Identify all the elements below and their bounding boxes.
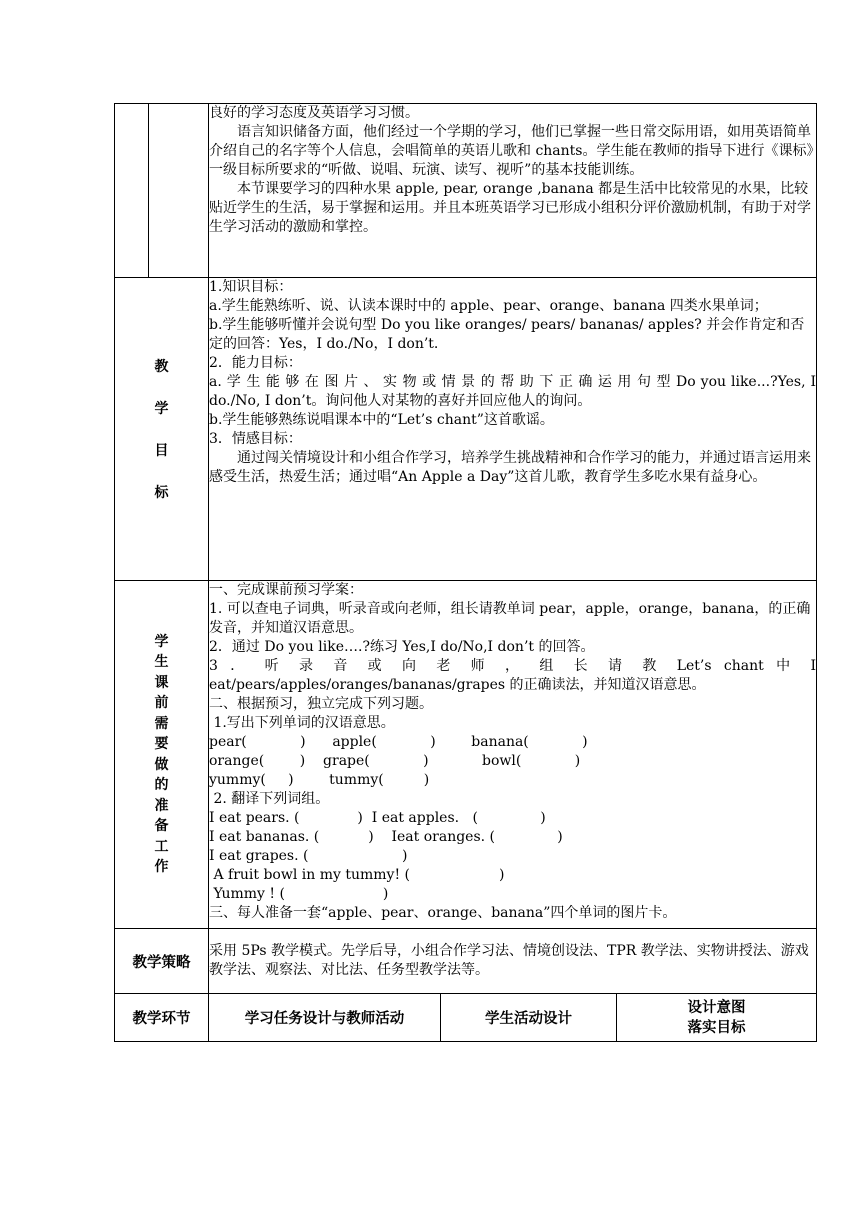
exercise-1-row: orange( ) grape( ) bowl( ) — [209, 753, 581, 769]
prep-row — [115, 581, 817, 929]
column-header-row — [115, 994, 817, 1042]
lesson-plan-table — [114, 103, 817, 1042]
goals-content — [209, 278, 817, 581]
prep-label-char: 备 — [154, 818, 169, 834]
exercise-2-title: 2. 翻译下列词组。 — [209, 791, 330, 807]
exercise-2-row: I eat pears. ( ) I eat apples. ( ) — [209, 810, 546, 826]
prep-label-char: 课 — [154, 674, 169, 691]
prep-label-char: 学 — [154, 633, 169, 650]
prep-label-char: 作 — [154, 859, 169, 875]
exercise-2-row: Yummy ! ( ) — [209, 886, 389, 902]
prep-section-1-title: 一、完成课前预习学案： — [209, 582, 363, 598]
knowledge-goal-a: a.学生能熟练听、说、认读本课时中的 apple、pear、orange、banana 四类水果单词； — [209, 298, 768, 314]
prep-label — [115, 581, 209, 929]
goals-label-char: 目 — [154, 443, 169, 459]
prep-item-3: 3 ． 听 录 音 或 向 老 师 ， 组 长 请 教 Let’s chant 中 I eat/pears/apples/oranges/bananas/grapes 的正确读法，并知道汉语意思。 — [209, 658, 817, 693]
ability-goal-b: b.学生能够熟练说唱课本中的“Let’s chant”这首歌谣。 — [209, 412, 554, 428]
exercise-2-row: A fruit bowl in my tummy! ( ) — [209, 867, 505, 883]
analysis-line-2: 语言知识储备方面，他们经过一个学期的学习，他们已掌握一些日常交际用语，如用英语简单介绍自己的名字等个人信息，会唱简单的英语儿歌和 chants。学生能在教师的指导下进行《课标》一级目标所要求的“听做、说唱、玩演、读写、视听”的基本技能训练。 — [209, 124, 814, 178]
emotion-goal-text: 通过闯关情境设计和小组合作学习，培养学生挑战精神和合作学习的能力，并通过语言运用来感受生活，热爱生活；通过唱“An Apple a Day”这首儿歌，教育学生多吃水果有益身心。 — [209, 450, 811, 485]
goals-label-char: 标 — [154, 485, 169, 501]
header-design-intent — [617, 994, 817, 1042]
prep-label-char: 前 — [154, 695, 169, 711]
prep-label-char: 的 — [154, 777, 169, 793]
exercise-1-row: pear( ) apple( ) banana( ) — [209, 734, 588, 750]
prep-section-2-title: 二、根据预习，独立完成下列习题。 — [209, 696, 433, 712]
strategy-text: 采用 5Ps 教学模式。先学后导，小组合作学习法、情境创设法、TPR 教学法、实物讲授法、游戏教学法、观察法、对比法、任务型教学法等。 — [209, 929, 817, 994]
exercise-1-row: yummy( ) tummy( ) — [209, 772, 430, 788]
strategy-label: 教学策略 — [115, 929, 209, 994]
prep-label-char: 做 — [154, 756, 169, 773]
prep-label-char: 准 — [154, 797, 169, 814]
ability-goal-a: a. 学 生 能 够 在 图 片 、 实 物 或 情 景 的 帮 助 下 正 确 运 用 句 型 Do you like...?Yes, I do./No, I don’t。询问他人对某物的喜好并回应他人的询问。 — [209, 374, 817, 409]
prep-label-char: 需 — [154, 715, 169, 732]
analysis-row — [115, 104, 817, 278]
header-design-intent-line2: 落实目标 — [687, 1019, 746, 1036]
header-teacher-activity: 学习任务设计与教师活动 — [209, 994, 441, 1042]
prep-section-3: 三、每人准备一套“apple、pear、orange、banana”四个单词的图片卡。 — [209, 905, 677, 921]
header-teaching-stage: 教学环节 — [115, 994, 209, 1042]
analysis-line-3: 本节课要学习的四种水果 apple, pear, orange ,banana 都是生活中比较常见的水果，比较贴近学生的生活，易于掌握和运用。并且本班英语学习已形成小组积分评价激励机制，有助于对学生学习活动的激励和掌控。 — [209, 181, 811, 235]
goals-label-char: 学 — [154, 401, 169, 417]
knowledge-goal-title: 1.知识目标： — [209, 279, 293, 295]
exercise-2-row: I eat grapes. ( ) — [209, 848, 408, 864]
prep-item-1: 1. 可以查电子词典，听录音或向老师，组长请教单词 pear，apple，orange，banana，的正确发音，并知道汉语意思。 — [209, 601, 811, 636]
goals-label — [115, 278, 209, 581]
header-student-activity: 学生活动设计 — [441, 994, 617, 1042]
analysis-sublabel-cell — [149, 104, 209, 278]
analysis-text-cell — [209, 104, 817, 278]
emotion-goal-title: 3．情感目标： — [209, 431, 302, 447]
analysis-line-1: 良好的学习态度及英语学习习惯。 — [209, 105, 419, 121]
exercise-2-row: I eat bananas. ( ) Ieat oranges. ( ) — [209, 829, 563, 845]
goals-row — [115, 278, 817, 581]
analysis-label-cell — [115, 104, 149, 278]
header-design-intent-line1: 设计意图 — [687, 999, 746, 1016]
prep-label-char: 工 — [154, 838, 169, 855]
prep-label-char: 生 — [154, 654, 169, 670]
strategy-row — [115, 929, 817, 994]
prep-label-char: 要 — [154, 736, 169, 752]
exercise-1-title: 1.写出下列单词的汉语意思。 — [209, 715, 395, 731]
ability-goal-title: 2．能力目标： — [209, 355, 302, 371]
prep-content — [209, 581, 817, 929]
goals-label-char: 教 — [154, 359, 169, 375]
knowledge-goal-b: b.学生能够听懂并会说句型 Do you like oranges/ pears/ bananas/ apples? 并会作肯定和否定的回答：Yes，I do./No，I don’t. — [209, 317, 805, 352]
prep-item-2: 2．通过 Do you like….?练习 Yes,I do/No,I don’t 的回答。 — [209, 639, 595, 655]
